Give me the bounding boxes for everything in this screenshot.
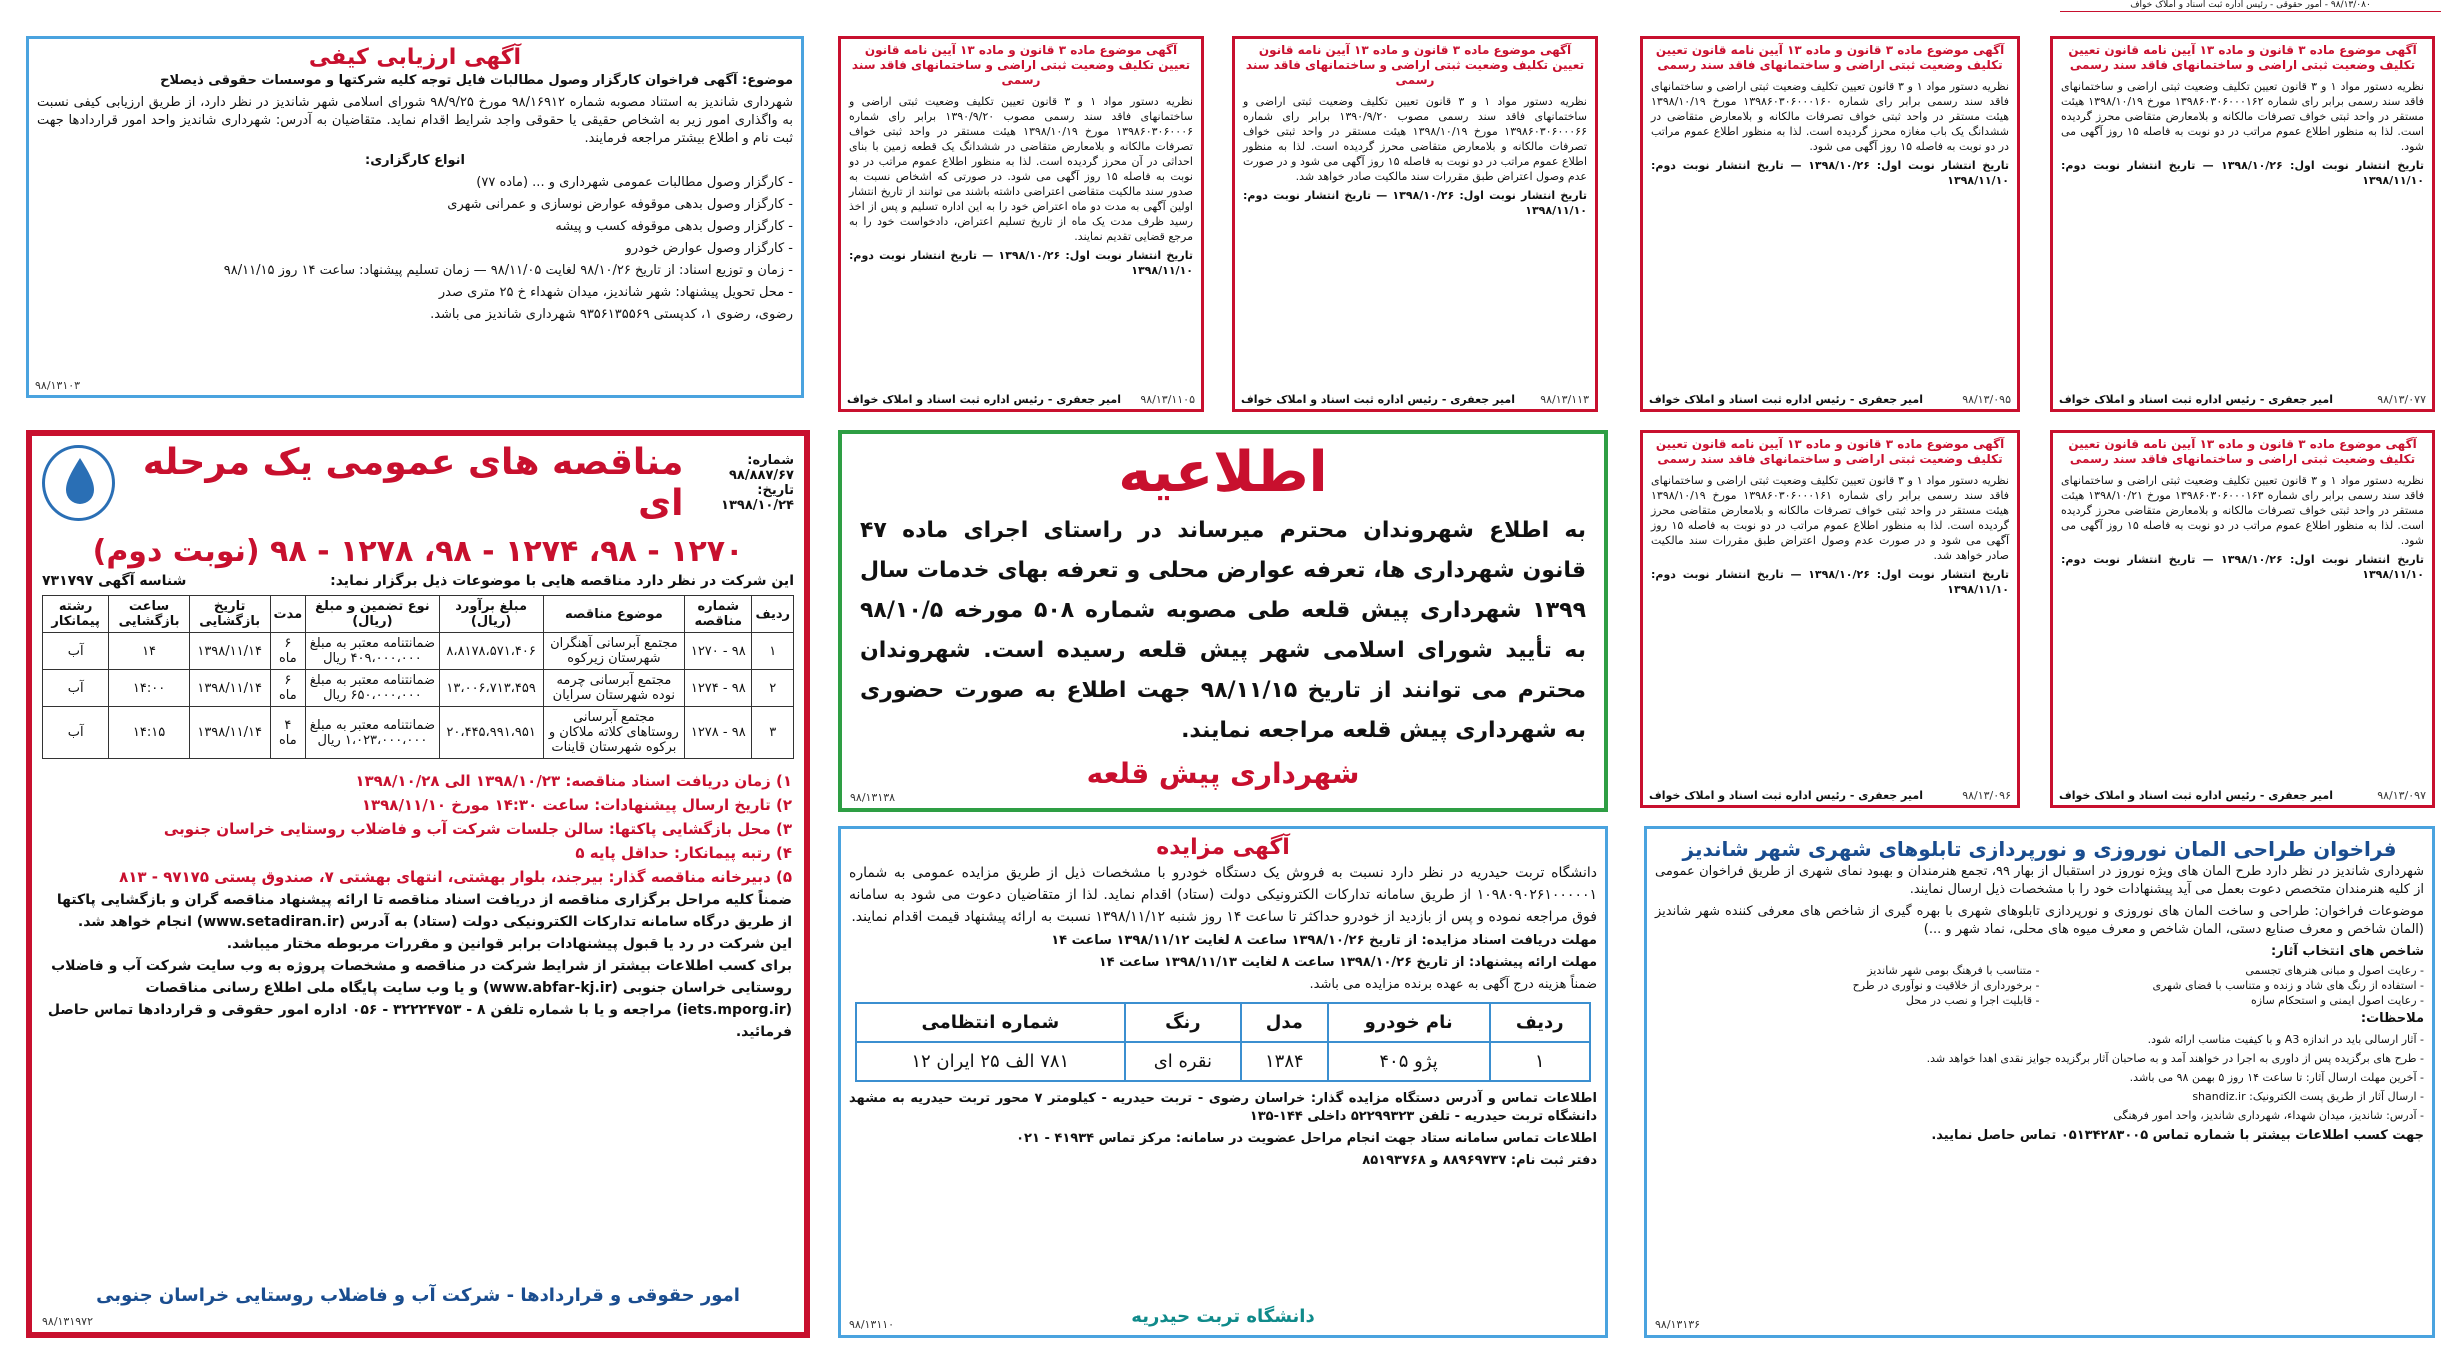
tender-sign: امور حقوقی و قراردادها - شرکت آب و فاضلاب روستایی خراسان جنوبی	[96, 1285, 740, 1306]
auction-cell: ۷۸۱ الف ۲۵ ایران ۱۲	[856, 1042, 1125, 1081]
tender-line-7: این شرکت در رد یا قبول پیشنهادات برابر قوانین و مقررات مربوطه مختار میباشد.	[226, 936, 792, 952]
tender-th: تاریخ بازگشایی	[189, 596, 270, 633]
tender-cell: ۹۸ - ۱۲۷۴	[685, 670, 752, 707]
table-row	[43, 707, 794, 759]
auction-line-3: ضمناً هزینه درج آگهی به عهده برنده مزایده می باشد.	[1309, 977, 1597, 992]
registry-ad-3-code: ۹۸/۱۳/۰۹۵	[1962, 393, 2011, 406]
auction-contact-2: اطلاعات تماس سامانه ستاد جهت انجام مراحل عضویت در سامانه: مرکز تماس ۴۱۹۳۴ - ۰۲۱	[1016, 1131, 1597, 1146]
tender-cell: ۱۳۹۸/۱۱/۱۴	[189, 707, 270, 759]
evaluation-ad	[26, 36, 804, 398]
registry-ad-4-sign: امیر جعفری - رئیس اداره ثبت اسناد و املاک خواف	[2059, 393, 2333, 406]
tender-th: ساعت بازگشایی	[109, 596, 190, 633]
registry-ad-6-code: ۹۸/۱۳/۰۹۷	[2377, 789, 2426, 802]
tender-line-8: برای کسب اطلاعات بیشتر از شرایط شرکت در مناقصه و مشخصات پروژه به وب سایت شرکت آب و فاضلاب روستایی خراسان جنوبی (www.abfar-kj.ir) و یا وب سایت پایگاه ملی اطلاع رسانی مناقصات (iets.mporg.ir) مراجعه و یا با شماره تلفن ۸ - ۳۲۲۲۴۷۵۳ - ۰۵۶ اداره امور حقوقی و قراردادها تماس حاصل فرمائید.	[47, 958, 792, 1040]
tender-intro: این شرکت در نظر دارد مناقصه هایی با موضوعات ذیل برگزار نماید:	[330, 573, 794, 589]
table-row	[856, 1042, 1590, 1081]
auction-th: ردیف	[1490, 1003, 1590, 1042]
evaluation-item-2: - کارگزار وصول بدهی موقوفه عوارض نوسازی و عمرانی شهری	[447, 197, 793, 212]
call-note-2: - طرح های برگزیده پس از داوری به اجرا در خواهند آمد و به صاحبان آثار برگزیده جوایز نقدی اهدا خواهد شد.	[1926, 1052, 2424, 1065]
auction-th: رنگ	[1125, 1003, 1242, 1042]
auction-contact-1: اطلاعات تماس و آدرس دستگاه مزایده گذار: خراسان رضوی - تربت حیدریه - کیلومتر ۷ محور تربت حیدریه به مشهد دانشگاه تربت حیدریه - تلفن ۵۲۲۹۹۳۲۳ داخلی ۱۴۴-۱۳۵	[849, 1091, 1597, 1124]
evaluation-address: - محل تحویل پیشنهاد: شهر شاندیز، میدان شهداء خ ۲۵ متری صدر	[438, 285, 793, 300]
registry-ad-1	[838, 36, 1204, 412]
tender-cell: ۳	[752, 707, 794, 759]
top-right-strip-text: ۹۸/۱۳/۰۸۰ - امور حقوقی - رئیس اداره ثبت اسناد و املاک خواف	[2130, 0, 2371, 10]
tender-code: ۹۸/۱۳۱۹۷۲	[42, 1315, 93, 1328]
call-criterion: - قابلیت اجرا و نصب در محل	[1905, 994, 2040, 1007]
tender-cell: مجتمع آبرسانی آهنگران شهرستان زیرکوه	[543, 633, 684, 670]
registry-ad-1-title: آگهی موضوع ماده ۳ قانون و ماده ۱۳ آیین نامه قانون تعیین تکلیف وضعیت ثبتی اراضی و ساختمانهای فاقد سند رسمی	[851, 43, 1191, 87]
evaluation-item-3: - کارگزار وصول بدهی موقوفه کسب و پیشه	[555, 219, 793, 234]
notice-sign: شهرداری پیش قلعه	[1086, 757, 1360, 790]
tender-th: ردیف	[752, 596, 794, 633]
tender-numbers: ۱۲۷۰ - ۹۸، ۱۲۷۴ - ۹۸، ۱۲۷۸ - ۹۸ (نوبت دوم)	[92, 534, 744, 569]
tender-line-3: ۳) محل بازگشایی پاکتها: سالن جلسات شرکت آب و فاضلاب روستایی خراسان جنوبی	[163, 820, 792, 838]
tender-th: مدت	[270, 596, 306, 633]
registry-ad-3-title: آگهی موضوع ماده ۳ قانون و ماده ۱۳ آیین نامه قانون تعیین تکلیف وضعیت ثبتی اراضی و ساختمانهای فاقد سند رسمی	[1655, 43, 2005, 72]
auction-contact-3: دفتر ثبت نام: ۸۸۹۶۹۷۳۷ و ۸۵۱۹۳۷۶۸	[1362, 1153, 1597, 1168]
call-title: فراخوان طراحی المان نوروزی و نورپردازی تابلوهای شهری شهر شاندیز	[1682, 837, 2397, 861]
call-notes-title: ملاحظات:	[2360, 1011, 2424, 1026]
registry-ad-1-sign: امیر جعفری - رئیس اداره ثبت اسناد و املاک خواف	[847, 393, 1121, 406]
evaluation-subject: موضوع: آگهی فراخوان کارگزار وصول مطالبات فایل توجه کلیه شرکتها و موسسات حقوقی ذیصلاح	[160, 73, 793, 88]
registry-ad-4-title: آگهی موضوع ماده ۳ قانون و ماده ۱۳ آیین نامه قانون تعیین تکلیف وضعیت ثبتی اراضی و ساختمانهای فاقد سند رسمی	[2068, 43, 2417, 72]
call-criterion: - متناسب با فرهنگ بومی شهر شاندیز	[1867, 964, 2040, 977]
registry-ad-5-code: ۹۸/۱۳/۰۹۶	[1962, 789, 2011, 802]
tender-th: مبلغ برآورد (ریال)	[439, 596, 543, 633]
call-note-5: - آدرس: شاندیز، میدان شهداء، شهرداری شاندیز، واحد امور فرهنگی	[2113, 1109, 2424, 1122]
evaluation-phone: رضوی، رضوی ۱، کدپستی ۹۳۵۶۱۳۵۵۶۹ شهرداری شاندیز می باشد.	[430, 307, 793, 322]
tender-cell: ۶ ماه	[270, 633, 306, 670]
call-contact: جهت کسب اطلاعات بیشتر با شماره تماس ۰۵۱۳۴۲۸۳۰۰۵ تماس حاصل نمایید.	[1931, 1128, 2424, 1143]
auction-ad	[838, 826, 1608, 1338]
evaluation-code: ۹۸/۱۳۱۰۳	[35, 379, 81, 392]
tender-table	[42, 595, 794, 759]
auction-th: نام خودرو	[1328, 1003, 1490, 1042]
evaluation-item-1: - کارگزار وصول مطالبات عمومی شهرداری و ... (ماده ۷۷)	[476, 175, 793, 190]
evaluation-item-4: - کارگزار وصول عوارض خودرو	[625, 241, 793, 256]
tender-cell: ۲۰،۴۴۵،۹۹۱،۹۵۱	[439, 707, 543, 759]
tender-cell: آب	[43, 633, 109, 670]
evaluation-dates: - زمان و توزیع اسناد: از تاریخ ۹۸/۱۰/۲۶ لغایت ۹۸/۱۱/۰۵ — زمان تسلیم پیشنهاد: ساعت ۱۴ روز ۹۸/۱۱/۱۵	[223, 263, 793, 278]
tender-cell: آب	[43, 670, 109, 707]
registry-ad-4-dates: تاریخ انتشار نوبت اول: ۱۳۹۸/۱۰/۲۶ — تاریخ انتشار نوبت دوم: ۱۳۹۸/۱۱/۱۰	[2061, 159, 2425, 187]
auction-body: دانشگاه تربت حیدریه در نظر دارد نسبت به فروش یک دستگاه خودرو با مشخصات ذیل از طریق مزایده عمومی به شماره ۱۰۹۸۰۹۰۲۶۱۰۰۰۰۰۱ از طریق سامانه تدارکات الکترونیکی دولت (ستاد) اقدام نماید. لذا از متقاضیان دعوت می شود به سامانه فوق مراجعه نموده و پس از بازدید از خودرو حداکثر تا ساعت ۱۴ روز شنبه ۱۳۹۸/۱۱/۱۲ نسبت به ارائه پیشنهاد قیمت اقدام نمایند.	[849, 865, 1597, 925]
registry-ad-1-dates: تاریخ انتشار نوبت اول: ۱۳۹۸/۱۰/۲۶ — تاریخ انتشار نوبت دوم: ۱۳۹۸/۱۱/۱۰	[849, 249, 1194, 277]
tender-cell: ۱۴	[109, 633, 190, 670]
registry-ad-5-sign: امیر جعفری - رئیس اداره ثبت اسناد و املاک خواف	[1649, 789, 1923, 802]
registry-ad-2	[1232, 36, 1598, 412]
call-criterion: - رعایت اصول و مبانی هنرهای تجسمی	[2245, 964, 2424, 977]
registry-ad-4	[2050, 36, 2435, 412]
tender-line-6: ضمناً کلیه مراحل برگزاری مناقصه از دریافت اسناد مناقصه تا ارائه پیشنهاد مناقصه گران و بازگشایی پاکتها از طریق درگاه سامانه تدارکات الکترونیکی دولت (ستاد) به آدرس (www.setadiran.ir) انجام خواهد شد.	[56, 892, 792, 930]
tender-date: تاریخ: ۱۳۹۸/۱۰/۲۴	[721, 483, 794, 513]
tender-cell: ۲	[752, 670, 794, 707]
tender-cell: ۱۴:۰۰	[109, 670, 190, 707]
registry-ad-5	[1640, 430, 2020, 808]
tender-cell: ۱	[752, 633, 794, 670]
tender-th: نوع تضمین و مبلغ (ریال)	[306, 596, 439, 633]
registry-ad-2-sign: امیر جعفری - رئیس اداره ثبت اسناد و املاک خواف	[1241, 393, 1515, 406]
call-note-3: - آخرین مهلت ارسال آثار: تا ساعت ۱۴ روز ۵ بهمن ۹۸ می باشد.	[2129, 1071, 2424, 1084]
tender-id: شناسه آگهی ۷۳۱۷۹۷	[42, 573, 187, 589]
registry-ad-6-dates: تاریخ انتشار نوبت اول: ۱۳۹۸/۱۰/۲۶ — تاریخ انتشار نوبت دوم: ۱۳۹۸/۱۱/۱۰	[2061, 553, 2425, 581]
notice-title: اطلاعیه	[1118, 440, 1328, 505]
table-row	[43, 670, 794, 707]
tender-line-5: ۵) دبیرخانه مناقصه گذار: بیرجند، بلوار بهشتی، انتهای بهشتی ۷، صندوق پستی ۹۷۱۷۵ - ۸۱۳	[119, 868, 792, 886]
registry-ad-6-body: نظریه دستور مواد ۱ و ۳ قانون تعیین تکلیف وضعیت ثبتی اراضی و ساختمانهای فاقد سند رسمی برابر رای شماره ۱۳۹۸۶۰۳۰۶۰۰۰۱۶۳ مورخ ۱۳۹۸/۱۰/۲۱ هیئت مستقر در واحد ثبتی خواف تصرفات مالکانه و بلامعارض متقاضی محرز گردیده است. لذا به منظور اطلاع عموم مراتب در دو نوبت به فاصله ۱۵ روز آگهی می شود.	[2061, 474, 2424, 547]
tender-number: شماره: ۹۸/۸۸۷/۶۷	[728, 453, 794, 483]
tender-cell: ضمانتنامه معتبر به مبلغ ۱،۰۲۳،۰۰۰،۰۰۰ ریال	[306, 707, 439, 759]
auction-line-1: مهلت دریافت اسناد مزایده: از تاریخ ۱۳۹۸/۱۰/۲۶ ساعت ۸ لغایت ۱۳۹۸/۱۱/۱۲ ساعت ۱۴	[1051, 933, 1597, 948]
registry-ad-4-body: نظریه دستور مواد ۱ و ۳ قانون تعیین تکلیف وضعیت ثبتی اراضی و ساختمانهای فاقد سند رسمی برابر رای شماره ۱۳۹۸۶۰۳۰۶۰۰۰۱۶۲ مورخ ۱۳۹۸/۱۰/۱۹ هیئت مستقر در واحد ثبتی خواف تصرفات مالکانه و بلامعارض متقاضی محرز گردیده است. لذا به منظور اطلاع عموم مراتب در دو نوبت به فاصله ۱۵ روز آگهی می شود.	[2061, 80, 2424, 153]
registry-ad-1-code: ۹۸/۱۳/۱۱۰۵	[1140, 393, 1195, 406]
call-criterion: - رعایت اصول ایمنی و استحکام سازه	[2251, 994, 2424, 1007]
call-criterion: - استفاده از رنگ های شاد و زنده و متناسب با فضای شهری	[2152, 979, 2424, 992]
company-logo-icon	[42, 445, 115, 521]
evaluation-types-title: انواع کارگزاری:	[365, 153, 465, 168]
call-note-1: - آثار ارسالی باید در اندازه A3 و با کیفیت مناسب ارائه شود.	[2147, 1033, 2424, 1046]
tender-th: رشته پیمانکار	[43, 596, 109, 633]
registry-ad-2-body: نظریه دستور مواد ۱ و ۳ قانون تعیین تکلیف وضعیت ثبتی اراضی و ساختمانهای فاقد سند رسمی مصوب ۱۳۹۰/۹/۲۰ برابر رای شماره ۱۳۹۸۶۰۳۰۶۰۰۰۶۶ مورخ ۱۳۹۸/۱۰/۱۹ هیئت مستقر در واحد ثبتی خواف تصرفات مالکانه و بلامعارض متقاضی محرز گردیده است. لذا به منظور اطلاع عموم مراتب در دو نوبت به فاصله ۱۵ روز آگهی می شود و در صورت عدم وصول اعتراض طبق مقررات سند مالکیت صادر خواهد شد.	[1243, 95, 1587, 183]
tender-cell: ۹۸ - ۱۲۷۸	[685, 707, 752, 759]
auction-cell: نقره ای	[1125, 1042, 1242, 1081]
tender-cell: ۱۳۹۸/۱۱/۱۴	[189, 670, 270, 707]
tender-cell: ۱۳،۰۰۶،۷۱۳،۴۵۹	[439, 670, 543, 707]
evaluation-body: شهرداری شاندیز به استناد مصوبه شماره ۹۸/۱۶۹۱۲ مورخ ۹۸/۹/۲۵ شورای اسلامی شهر شاندیز در نظر دارد، از طریق ارزیابی کیفی نسبت به واگذاری امور زیر به اشخاص حقیقی یا حقوقی واجد شرایط اقدام نماید. متقاضیان به آدرس: شهرداری شاندیز واحد امور قراردادها جهت ثبت نام و اطلاع بیشتر مراجعه فرمایند.	[37, 95, 793, 146]
tender-cell: ۱۴:۱۵	[109, 707, 190, 759]
tender-line-4: ۴) رتبه پیمانکار: حداقل پایه ۵	[575, 844, 792, 862]
call-ad	[1644, 826, 2435, 1338]
notice-ad	[838, 430, 1608, 812]
registry-ad-6-title: آگهی موضوع ماده ۳ قانون و ماده ۱۳ آیین نامه قانون تعیین تکلیف وضعیت ثبتی اراضی و ساختمانهای فاقد سند رسمی	[2068, 437, 2417, 466]
registry-ad-5-title: آگهی موضوع ماده ۳ قانون و ماده ۱۳ آیین نامه قانون تعیین تکلیف وضعیت ثبتی اراضی و ساختمانهای فاقد سند رسمی	[1655, 437, 2005, 466]
tender-cell: آب	[43, 707, 109, 759]
auction-line-2: مهلت ارائه پیشنهاد: از تاریخ ۱۳۹۸/۱۰/۲۶ ساعت ۸ لغایت ۱۳۹۸/۱۱/۱۳ ساعت ۱۴	[1098, 955, 1597, 970]
registry-ad-1-body: نظریه دستور مواد ۱ و ۳ قانون تعیین تکلیف وضعیت ثبتی اراضی و ساختمانهای فاقد سند رسمی مصوب ۱۳۹۰/۹/۲۰ برابر رای شماره ۱۳۹۸۶۰۳۰۶۰۰۰۶ مورخ ۱۳۹۸/۱۰/۱۹ هیئت مستقر در واحد ثبتی خواف تصرفات مالکانه و بلامعارض متقاضی در ششدانگ یک قطعه زمین با بنای احداثی در آن محرز گردیده است. لذا به منظور اطلاع عموم مراتب در دو نوبت به فاصله ۱۵ روز آگهی می شود. در صورتی که اشخاص نسبت به صدور سند مالکیت متقاضی اعتراضی داشته باشند می توانند از تاریخ انتشار اولین آگهی به مدت دو ماه اعتراض خود را به این اداره تسلیم و پس از اخذ رسید ظرف مدت یک ماه از تاریخ تسلیم اعتراض، دادخواست خود را به مرجع قضایی تقدیم نمایند.	[849, 95, 1194, 243]
notice-code: ۹۸/۱۳۱۳۸	[850, 791, 896, 804]
registry-ad-3-dates: تاریخ انتشار نوبت اول: ۱۳۹۸/۱۰/۲۶ — تاریخ انتشار نوبت دوم: ۱۳۹۸/۱۱/۱۰	[1651, 159, 2010, 187]
auction-title: آگهی مزایده	[1156, 835, 1290, 860]
call-criteria-title: شاخص های انتخاب آثار:	[2270, 944, 2424, 959]
call-code: ۹۸/۱۳۱۳۶	[1655, 1318, 1701, 1331]
table-row	[43, 633, 794, 670]
top-right-strip	[2060, 0, 2441, 12]
auction-th: مدل	[1241, 1003, 1328, 1042]
auction-cell: ۱	[1490, 1042, 1590, 1081]
registry-ad-3-sign: امیر جعفری - رئیس اداره ثبت اسناد و املاک خواف	[1649, 393, 1923, 406]
tender-cell: ۴ ماه	[270, 707, 306, 759]
call-intro: شهرداری شاندیز در نظر دارد طرح المان های ویژه نوروز در استقبال از بهار ۹۹، تجمع هنرمندان و بهبود نمای شهری از طریق فراخوان عمومی از کلیه هنرمندان متخصص دعوت بعمل می آید پیشنهادات خود را با مشخصات ذیل ارسال نمایند.	[1655, 864, 2425, 897]
registry-ad-3-body: نظریه دستور مواد ۱ و ۳ قانون تعیین تکلیف وضعیت ثبتی اراضی و ساختمانهای فاقد سند رسمی برابر رای شماره ۱۳۹۸۶۰۳۰۶۰۰۰۱۶۰ مورخ ۱۳۹۸/۱۰/۱۹ هیئت مستقر در واحد ثبتی خواف تصرفات مالکانه و بلامعارض متقاضی در ششدانگ یک باب مغازه محرز گردیده است. لذا به منظور اطلاع عموم مراتب در دو نوبت به فاصله ۱۵ روز آگهی می شود.	[1651, 80, 2009, 153]
tender-cell: مجتمع آبرسانی روستاهای کلاته ملاکان و برکوه شهرستان قاینات	[543, 707, 684, 759]
registry-ad-2-title: آگهی موضوع ماده ۳ قانون و ماده ۱۳ آیین نامه قانون تعیین تکلیف وضعیت ثبتی اراضی و ساختمانهای فاقد سند رسمی	[1245, 43, 1585, 87]
registry-ad-6	[2050, 430, 2435, 808]
auction-code: ۹۸/۱۳۱۱۰	[849, 1318, 895, 1331]
auction-th: شماره انتظامی	[856, 1003, 1125, 1042]
tender-th: شماره مناقصه	[685, 596, 752, 633]
tender-cell: ۹۸ - ۱۲۷۰	[685, 633, 752, 670]
registry-ad-5-body: نظریه دستور مواد ۱ و ۳ قانون تعیین تکلیف وضعیت ثبتی اراضی و ساختمانهای فاقد سند رسمی برابر رای شماره ۱۳۹۸۶۰۳۰۶۰۰۰۱۶۱ مورخ ۱۳۹۸/۱۰/۱۹ هیئت مستقر در واحد ثبتی خواف تصرفات مالکانه و بلامعارض متقاضی محرز گردیده است. لذا به منظور اطلاع عموم مراتب در دو نوبت به فاصله ۱۵ روز آگهی می شود و در صورت عدم وصول اعتراض طبق مقررات سند مالکیت صادر خواهد شد.	[1651, 474, 2009, 562]
registry-ad-3	[1640, 36, 2020, 412]
tender-cell: ضمانتنامه معتبر به مبلغ ۴۰۹،۰۰۰،۰۰۰ ریال	[306, 633, 439, 670]
tender-th: موضوع مناقصه	[543, 596, 684, 633]
auction-table	[855, 1002, 1591, 1082]
tender-cell: ۱۳۹۸/۱۱/۱۴	[189, 633, 270, 670]
tender-title: مناقصه های عمومی یک مرحله ای	[142, 442, 684, 524]
registry-ad-2-code: ۹۸/۱۳/۱۱۳	[1540, 393, 1589, 406]
auction-sign: دانشگاه تربت حیدریه	[1131, 1306, 1315, 1327]
registry-ad-6-sign: امیر جعفری - رئیس اداره ثبت اسناد و املاک خواف	[2059, 789, 2333, 802]
tender-cell: مجتمع آبرسانی چرمه نوده شهرستان سرایان	[543, 670, 684, 707]
registry-ad-4-code: ۹۸/۱۳/۰۷۷	[2377, 393, 2426, 406]
tender-cell: ۶ ماه	[270, 670, 306, 707]
tender-cell: ضمانتنامه معتبر به مبلغ ۶۵۰،۰۰۰،۰۰۰ ریال	[306, 670, 439, 707]
call-criterion: - برخورداری از خلاقیت و نوآوری در طرح	[1852, 979, 2040, 992]
notice-body: به اطلاع شهروندان محترم میرساند در راستای اجرای ماده ۴۷ قانون شهرداری ها، تعرفه عوارض محلی و تعرفه بهای خدمات سال ۱۳۹۹ شهرداری پیش قلعه طی مصوبه شماره ۵۰۸ مورخه ۹۸/۱۰/۵ به تأیید شورای اسلامی شهر پیش قلعه رسیده است. شهروندان محترم می توانند از تاریخ ۹۸/۱۱/۱۵ جهت اطلاع به صورت حضوری به شهرداری پیش قلعه مراجعه نمایند.	[860, 518, 1586, 743]
auction-cell: ۱۳۸۴	[1241, 1042, 1328, 1081]
tender-cell: ۸،۸۱۷۸،۵۷۱،۴۰۶	[439, 633, 543, 670]
evaluation-title: آگهی ارزیابی کیفی	[308, 45, 522, 70]
call-note-4: - ارسال آثار از طریق پست الکترونیک: shandiz.ir	[2192, 1090, 2424, 1103]
call-subject: موضوعات فراخوان: طراحی و ساخت المان های نوروزی و نورپردازی تابلوهای شهری با بهره گیری از شاخص های معرفی کننده شهر شاندیز (المان شاخص و معرف صنایع دستی، المان شاخص و معرف میوه های محلی، نماد شهر و ...)	[1655, 904, 2424, 937]
registry-ad-2-dates: تاریخ انتشار نوبت اول: ۱۳۹۸/۱۰/۲۶ — تاریخ انتشار نوبت دوم: ۱۳۹۸/۱۱/۱۰	[1243, 189, 1588, 217]
auction-cell: پژو ۴۰۵	[1328, 1042, 1490, 1081]
registry-ad-5-dates: تاریخ انتشار نوبت اول: ۱۳۹۸/۱۰/۲۶ — تاریخ انتشار نوبت دوم: ۱۳۹۸/۱۱/۱۰	[1651, 568, 2010, 596]
tender-ad	[26, 430, 810, 1338]
tender-line-1: ۱) زمان دریافت اسناد مناقصه: ۱۳۹۸/۱۰/۲۳ الی ۱۳۹۸/۱۰/۲۸	[355, 772, 792, 790]
tender-line-2: ۲) تاریخ ارسال پیشنهادات: ساعت ۱۴:۳۰ مورخ ۱۳۹۸/۱۱/۱۰	[361, 796, 792, 814]
